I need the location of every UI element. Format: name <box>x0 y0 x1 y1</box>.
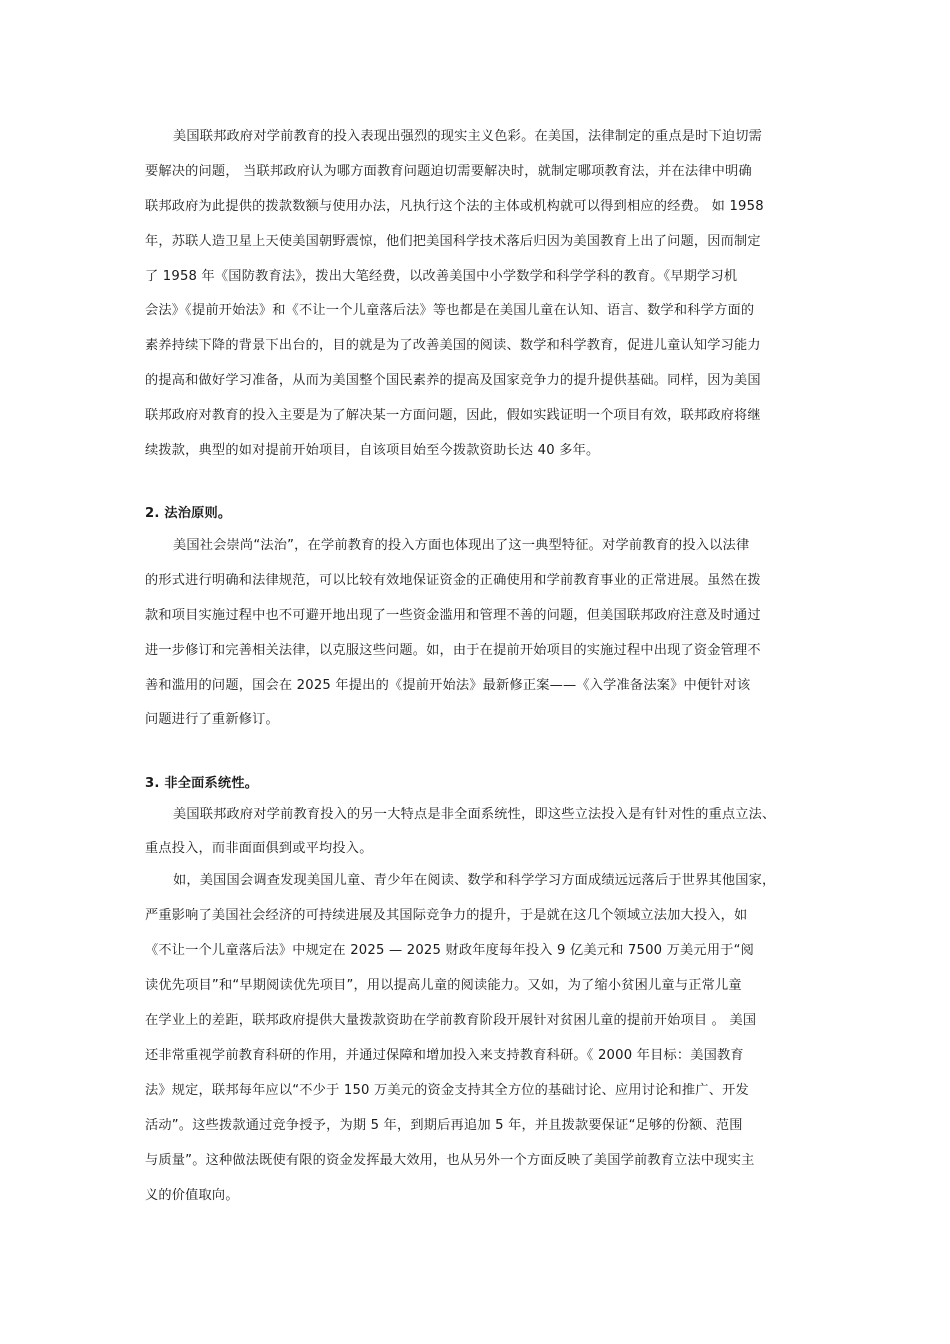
paragraph-line: 美国联邦政府对学前教育投入的另一大特点是非全面系统性，即这些立法投入是有针对性的重点立法、 <box>173 807 776 822</box>
paragraph-line: 素养持续下降的背景下出台的，目的就是为了改善美国的阅读、数学和科学教育，促进儿童认知学习能力 <box>145 338 761 353</box>
paragraph-line: 的提高和做好学习准备，从而为美国整个国民素养的提高及国家竞争力的提升提供基础。同样，因为美国 <box>145 373 761 388</box>
paragraph-line: 续拨款，典型的如对提前开始项目，自该项目始至今拨款资助长达 40 多年。 <box>145 443 600 458</box>
paragraph-line: 与质量”。这种做法既使有限的资金发挥最大效用，也从另外一个方面反映了美国学前教育立法中现实主 <box>145 1153 755 1168</box>
paragraph-line: 的形式进行明确和法律规范，可以比较有效地保证资金的正确使用和学前教育事业的正常进展。虽然在拨 <box>145 573 761 588</box>
section-heading: 3. 非全面系统性。 <box>145 776 259 791</box>
paragraph-line: 联邦政府为此提供的拨款数额与使用办法，凡执行这个法的主体或机构就可以得到相应的经费。 如 1958 <box>145 199 764 214</box>
paragraph-line: 了 1958 年《国防教育法》，拨出大笔经费，以改善美国中小学数学和科学学科的教育。《早期学习机 <box>145 269 738 284</box>
paragraph-line: 联邦政府对教育的投入主要是为了解决某一方面问题，因此，假如实践证明一个项目有效，联邦政府将继 <box>145 408 761 423</box>
paragraph-line: 要解决的问题， 当联邦政府认为哪方面教育问题迫切需要解决时，就制定哪项教育法，并在法律中明确 <box>145 164 752 179</box>
paragraph-line: 还非常重视学前教育科研的作用，并通过保障和增加投入来支持教育科研。《 2000 年目标：美国教育 <box>145 1048 744 1063</box>
paragraph-line: 活动”。这些拨款通过竞争授予，为期 5 年，到期后再追加 5 年，并且拨款要保证“足够的份额、范围 <box>145 1118 743 1133</box>
paragraph-line: 严重影响了美国社会经济的可持续进展及其国际竞争力的提升，于是就在这几个领域立法加大投入，如 <box>145 908 748 923</box>
paragraph-line: 《不让一个儿童落后法》中规定在 2025 — 2025 财政年度每年投入 9 亿美元和 7500 万美元用于“阅 <box>145 943 755 958</box>
section-heading: 2. 法治原则。 <box>145 506 232 521</box>
paragraph-line: 进一步修订和完善相关法律，以克服这些问题。如，由于在提前开始项目的实施过程中出现了资金管理不 <box>145 643 761 658</box>
paragraph-line: 在学业上的差距，联邦政府提供大量拨款资助在学前教育阶段开展针对贫困儿童的提前开始项目 。 美国 <box>145 1013 757 1028</box>
paragraph-line: 会法》《提前开始法》和《不让一个儿童落后法》等也都是在美国儿童在认知、语言、数学和科学方面的 <box>145 303 755 318</box>
paragraph-line: 重点投入，而非面面俱到或平均投入。 <box>145 841 373 856</box>
paragraph-line: 读优先项目”和“早期阅读优先项目”，用以提高儿童的阅读能力。又如，为了缩小贫困儿童与正常儿童 <box>145 978 742 993</box>
paragraph-line: 义的价值取向。 <box>145 1188 239 1203</box>
paragraph-line: 美国联邦政府对学前教育的投入表现出强烈的现实主义色彩。在美国，法律制定的重点是时下迫切需 <box>173 129 763 144</box>
paragraph-line: 年，苏联人造卫星上天使美国朝野震惊，他们把美国科学技术落后归因为美国教育上出了问题，因而制定 <box>145 234 761 249</box>
paragraph-line: 问题进行了重新修订。 <box>145 712 279 727</box>
paragraph-line: 如，美国国会调查发现美国儿童、青少年在阅读、数学和科学学习方面成绩远远落后于世界其他国家， <box>173 873 776 888</box>
paragraph-line: 款和项目实施过程中也不可避开地出现了一些资金滥用和管理不善的问题，但美国联邦政府注意及时通过 <box>145 608 761 623</box>
paragraph-line: 法》规定，联邦每年应以“不少于 150 万美元的资金支持其全方位的基础讨论、应用讨论和推广、开发 <box>145 1083 749 1098</box>
paragraph-line: 美国社会崇尚“法治”，在学前教育的投入方面也体现出了这一典型特征。对学前教育的投入以法律 <box>173 538 750 553</box>
paragraph-line: 善和滥用的问题，国会在 2025 年提出的《提前开始法》最新修正案——《入学准备法案》中便针对该 <box>145 678 751 693</box>
